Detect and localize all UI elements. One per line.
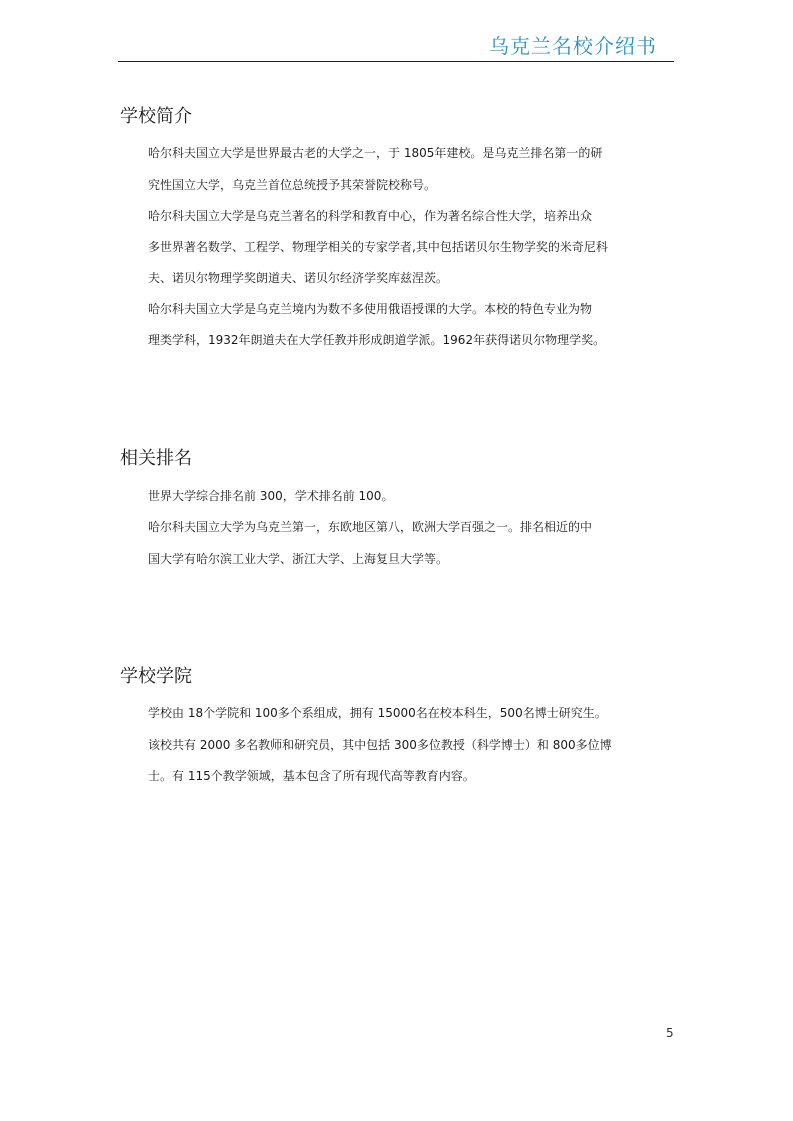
- header-divider: [118, 61, 674, 62]
- header-title: 乌克兰名校介绍书: [489, 34, 657, 58]
- section-heading: 学校学院: [120, 666, 192, 687]
- paragraph-line: 究性国立大学，乌克兰首位总统授予其荣誉院校称号。: [148, 178, 437, 192]
- section-heading: 相关排名: [120, 448, 192, 469]
- section-school-intro-body: [120, 102, 680, 362]
- page-number: 5: [666, 1026, 674, 1040]
- paragraph-line: 士。有 115个教学领域，基本包含了所有现代高等教育内容。: [148, 769, 475, 783]
- paragraph-line: 哈尔科夫国立大学是乌克兰境内为数不多使用俄语授课的大学。本校的特色专业为物: [148, 302, 593, 316]
- paragraph-line: 哈尔科夫国立大学为乌克兰第一，东欧地区第八，欧洲大学百强之一。排名相近的中: [148, 520, 593, 534]
- paragraph-line: 该校共有 2000 多名教师和研究员，其中包括 300多位教授（科学博士）和 800多位博: [148, 738, 612, 752]
- paragraph-line: 夫、诺贝尔物理学奖朗道夫、诺贝尔经济学奖库兹涅茨。: [148, 271, 449, 285]
- paragraph-line: 哈尔科夫国立大学是乌克兰著名的科学和教育中心，作为著名综合性大学，培养出众: [148, 209, 593, 223]
- paragraph-line: 哈尔科夫国立大学是世界最古老的大学之一，于 1805年建校。是乌克兰排名第一的研: [148, 146, 603, 160]
- section-faculties-body: [120, 662, 680, 792]
- paragraph-line: 多世界著名数学、工程学、物理学相关的专家学者,其中包括诺贝尔生物学奖的米奇尼科: [148, 240, 608, 254]
- paragraph-line: 国大学有哈尔滨工业大学、浙江大学、上海复旦大学等。: [148, 552, 449, 566]
- section-rankings-body: [120, 444, 680, 574]
- paragraph-line: 学校由 18个学院和 100多个系组成，拥有 15000名在校本科生，500名博士研究生。: [148, 706, 607, 720]
- section-heading: 学校简介: [120, 106, 192, 127]
- paragraph-line: 世界大学综合排名前 300，学术排名前 100。: [148, 489, 394, 503]
- paragraph-line: 理类学科，1932年朗道夫在大学任教并形成朗道学派。1962年获得诺贝尔物理学奖。: [148, 333, 606, 347]
